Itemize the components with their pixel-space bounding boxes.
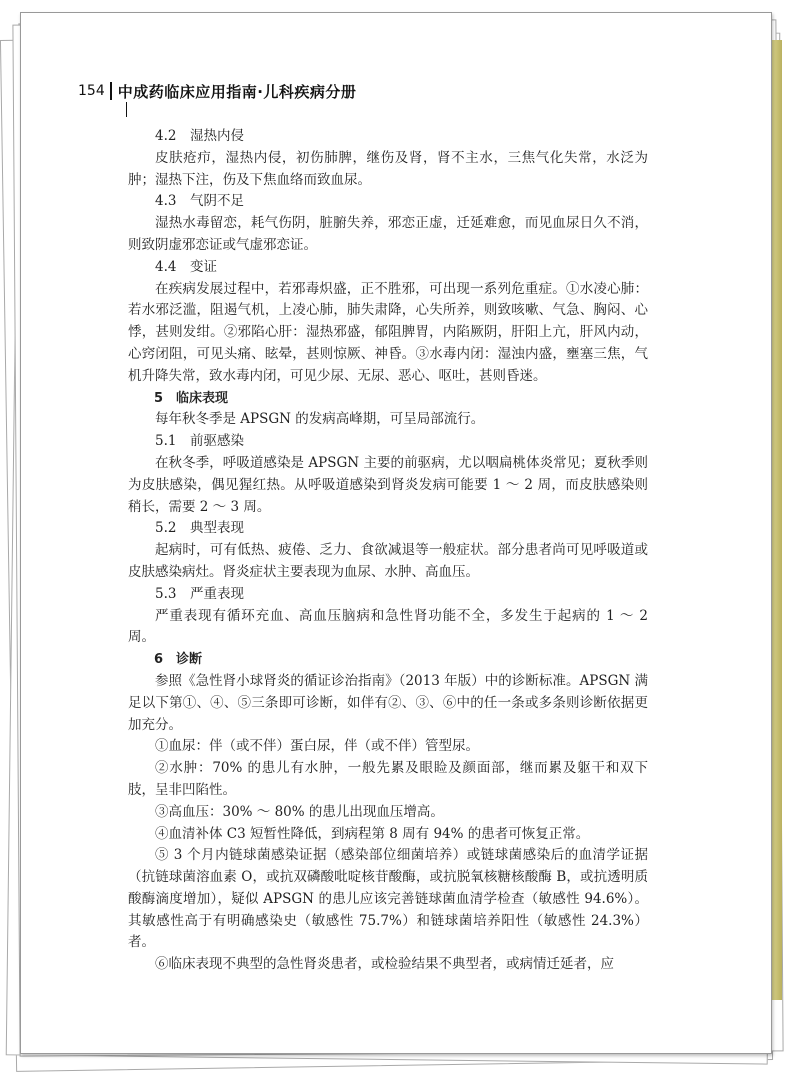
section-heading: 4.2 湿热内侵 [155, 128, 244, 144]
criterion-item: ⑥临床表现不典型的急性肾炎患者，或检验结果不典型者，或病情迁延者，应 [155, 956, 614, 973]
section-heading: 4.3 气阴不足 [155, 193, 244, 210]
book-title: 中成药临床应用指南·儿科疾病分册 [117, 82, 357, 101]
margin-rule [126, 102, 127, 117]
section-heading: 5.1 前驱感染 [155, 433, 244, 450]
chapter-heading: 5 临床表现 [154, 390, 229, 406]
chapter-heading: 6 诊断 [154, 652, 203, 668]
paragraph: 在疾病发展过程中，若邪毒炽盛，正不胜邪，可出现一系列危重症。①水凌心肺：若水邪泛滥，阻遏气机，上凌心肺，肺失肃降，心失所养，则致咳嗽、气急、胸闷、心悸，甚则发绀。②邪陷心肝：湿热邪盛，郁阻脾胃，内陷厥阴，肝阳上亢，肝风内动，心窍闭阻，可见头痛、眩晕，甚则惊厥、神昏。③水毒内闭：湿浊内盛，壅塞三焦，气机升降失常，致水毒内闭，可见少尿、无尿、恶心、呕吐，甚则昏迷。 [128, 280, 648, 384]
paragraph: 在秋冬季，呼吸道感染是 APSGN 主要的前驱病，尤以咽扁桃体炎常见；夏秋季则为皮肤感染，偶见猩红热。从呼吸道感染到肾炎发病可能要 1 ～ 2 周，而皮肤感染则稍长，需要 2 ～ 3 周。 [128, 454, 648, 515]
paragraph: 起病时，可有低热、疲倦、乏力、食欲减退等一般症状。部分患者尚可见呼吸道或皮肤感染病灶。肾炎症状主要表现为血尿、水肿、高血压。 [128, 542, 648, 580]
criterion-item: ④血清补体 C3 短暂性降低，到病程第 8 周有 94% 的患者可恢复正常。 [155, 825, 590, 842]
section-heading: 5.3 严重表现 [155, 585, 244, 602]
page-body [128, 126, 648, 976]
paragraph: 皮肤疮疖，湿热内侵，初伤肺脾，继伤及肾，肾不主水，三焦气化失常，水泛为肿；湿热下注，伤及下焦血络而致血尿。 [128, 149, 648, 188]
section-heading: 5.2 典型表现 [155, 520, 244, 537]
header-divider [110, 82, 112, 100]
page-number: 154 [78, 83, 105, 99]
section-heading: 4.4 变证 [155, 258, 217, 275]
book-spine-edge [772, 40, 782, 1000]
criterion-item: ⑤ 3 个月内链球菌感染证据（感染部位细菌培养）或链球菌感染后的血清学证据（抗链球菌溶血素 O，或抗双磷酸吡啶核苷酸酶，或抗脱氧核糖核酸酶 B，或抗透明质酸酶滴度增加），疑似 APSGN 的患儿应该完善链球菌血清学检查（敏感性 94.6%）。其敏感性高于有明确感染史（敏感性 75.7%）和链球菌培养阳性（敏感性 24.3%）者。 [128, 847, 648, 951]
criterion-item: ②水肿：70% 的患儿有水肿，一般先累及眼睑及颜面部，继而累及躯干和双下肢，呈非凹陷性。 [128, 760, 648, 798]
paragraph: 参照《急性肾小球肾炎的循证诊治指南》（2013 年版）中的诊断标准。APSGN 满足以下第①、④、⑤三条即可诊断，如伴有②、③、⑥中的任一条或多条则诊断依据更加充分。 [128, 672, 648, 733]
paragraph: 每年秋冬季是 APSGN 的发病高峰期，可呈局部流行。 [155, 411, 485, 428]
paragraph: 严重表现有循环充血、高血压脑病和急性肾功能不全，多发生于起病的 1 ～ 2 周。 [128, 607, 648, 646]
criterion-item: ③高血压：30% ～ 80% 的患儿出现血压增高。 [155, 803, 444, 820]
running-header [78, 80, 678, 102]
criterion-item: ①血尿：伴（或不伴）蛋白尿，伴（或不伴）管型尿。 [155, 738, 479, 755]
paragraph: 湿热水毒留恋，耗气伤阴，脏腑失养，邪恋正虚，迁延难愈，而见血尿日久不消，则致阴虚邪恋证或气虚邪恋证。 [128, 215, 648, 253]
